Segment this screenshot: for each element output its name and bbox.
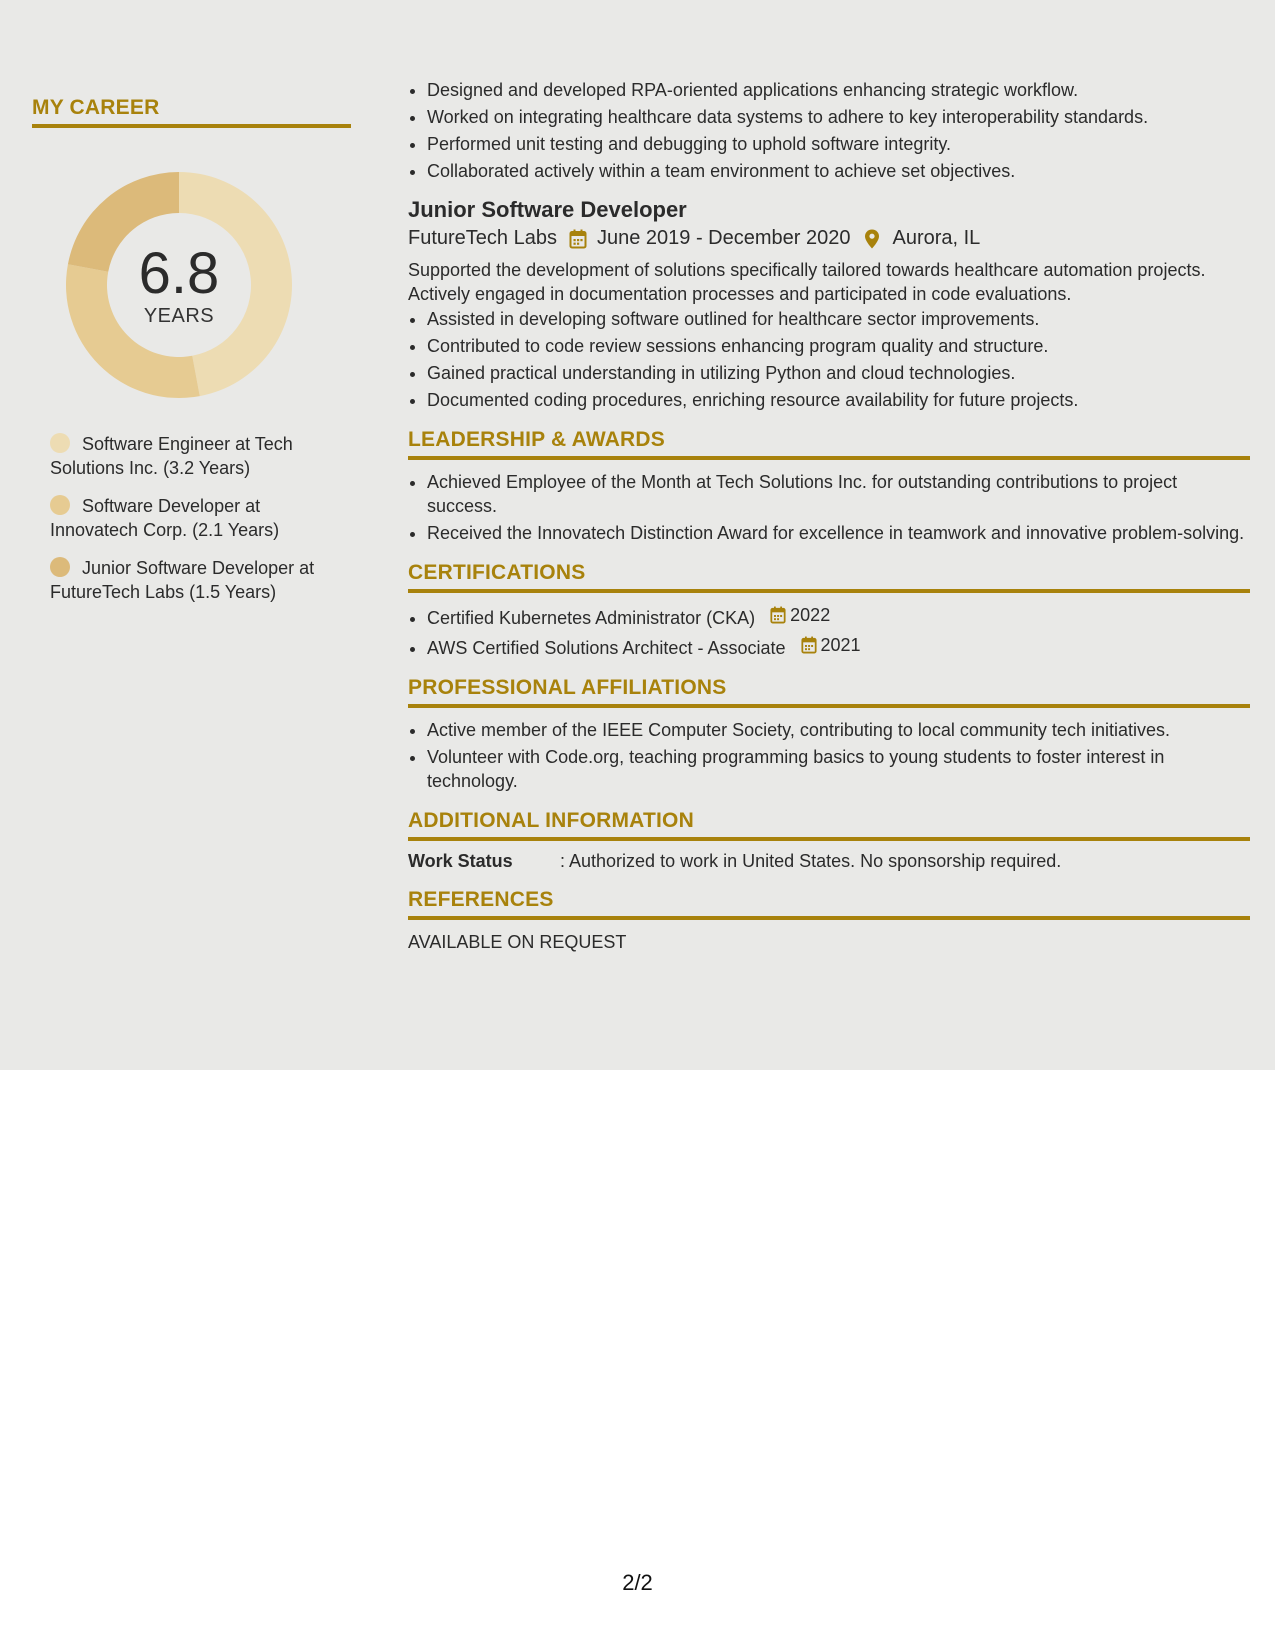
list-item: • Designed and developed RPA-oriented applications enhancing strategic workflow. bbox=[427, 78, 1250, 102]
affiliations-section-title: PROFESSIONAL AFFILIATIONS bbox=[408, 676, 1250, 708]
cert-year: 2022 bbox=[790, 605, 831, 625]
list-item: • Volunteer with Code.org, teaching programming basics to young students to foster interest in technology. bbox=[427, 745, 1250, 793]
list-item: • Collaborated actively within a team environment to achieve set objectives. bbox=[427, 159, 1250, 183]
job-description: Supported the development of solutions specifically tailored towards healthcare automation projects. Actively engaged in documentation processes and participated in code evaluations. bbox=[408, 260, 1206, 304]
cert-year: 2021 bbox=[820, 635, 861, 655]
page-number: 2/2 bbox=[622, 1570, 653, 1595]
calendar-icon bbox=[801, 636, 817, 654]
affiliations-list bbox=[408, 718, 1250, 793]
cert-date bbox=[770, 603, 830, 627]
career-section-title: MY CAREER bbox=[32, 96, 351, 128]
job-company: FutureTech Labs bbox=[408, 227, 557, 249]
list-item: • Assisted in developing software outlined for healthcare sector improvements. bbox=[427, 307, 1250, 331]
affiliations-section bbox=[408, 676, 1250, 708]
job-bullets bbox=[408, 307, 1250, 412]
legend-dot-icon bbox=[50, 557, 70, 577]
legend-item bbox=[50, 494, 340, 542]
main-content bbox=[408, 78, 1250, 953]
donut-center bbox=[66, 172, 292, 398]
certifications-section bbox=[408, 561, 1250, 593]
calendar-icon bbox=[569, 229, 587, 249]
work-status-row bbox=[408, 851, 1250, 872]
legend-item bbox=[50, 432, 340, 480]
job-title: Junior Software Developer bbox=[408, 197, 687, 222]
legend-label: Software Developer at Innovatech Corp. (2.1 Years) bbox=[50, 496, 280, 540]
job-dates: June 2019 - December 2020 bbox=[596, 227, 851, 249]
list-item: • Documented coding procedures, enriching resource availability for future projects. bbox=[427, 388, 1250, 412]
list-item: • Gained practical understanding in utilizing Python and cloud technologies. bbox=[427, 361, 1250, 385]
list-item: • Achieved Employee of the Month at Tech Solutions Inc. for outstanding contributions to project success. bbox=[427, 470, 1250, 518]
location-pin-icon bbox=[864, 229, 880, 249]
cert-name: AWS Certified Solutions Architect - Associate bbox=[427, 638, 786, 658]
leadership-section-title: LEADERSHIP & AWARDS bbox=[408, 428, 1250, 460]
work-status-label: Work Status bbox=[408, 851, 513, 871]
cert-name: Certified Kubernetes Administrator (CKA) bbox=[427, 608, 756, 628]
certifications-section-title: CERTIFICATIONS bbox=[408, 561, 1250, 593]
career-donut-chart bbox=[66, 172, 292, 398]
legend-dot-icon bbox=[50, 495, 70, 515]
previous-job-bullets bbox=[408, 78, 1250, 183]
legend-item bbox=[50, 556, 340, 604]
career-legend bbox=[50, 432, 340, 604]
leadership-list bbox=[408, 470, 1250, 545]
leadership-section bbox=[408, 428, 1250, 460]
total-years-value: 6.8 bbox=[138, 240, 220, 306]
calendar-icon bbox=[770, 606, 786, 624]
list-item: • Worked on integrating healthcare data systems to adhere to key interoperability standards. bbox=[427, 105, 1250, 129]
list-item: • Contributed to code review sessions enhancing program quality and structure. bbox=[427, 334, 1250, 358]
list-item: • Performed unit testing and debugging to uphold software integrity. bbox=[427, 132, 1250, 156]
career-sidebar bbox=[32, 96, 351, 618]
certifications-list bbox=[408, 603, 1250, 660]
references-section-title: REFERENCES bbox=[408, 888, 1250, 920]
references-section bbox=[408, 888, 1250, 920]
cert-date bbox=[801, 633, 861, 657]
legend-label: Software Engineer at Tech Solutions Inc. (3.2 Years) bbox=[50, 434, 293, 478]
list-item: • Received the Innovatech Distinction Award for excellence in teamwork and innovative problem-solving. bbox=[427, 521, 1250, 545]
legend-label: Junior Software Developer at FutureTech Labs (1.5 Years) bbox=[50, 558, 315, 602]
list-item bbox=[427, 603, 1250, 630]
work-status-value: : Authorized to work in United States. No sponsorship required. bbox=[560, 851, 1062, 871]
references-text: AVAILABLE ON REQUEST bbox=[408, 932, 627, 952]
list-item bbox=[427, 633, 1250, 660]
additional-info-section-title: ADDITIONAL INFORMATION bbox=[408, 809, 1250, 841]
legend-dot-icon bbox=[50, 433, 70, 453]
job-location: Aurora, IL bbox=[892, 227, 981, 249]
total-years-unit: YEARS bbox=[143, 304, 215, 327]
job-meta bbox=[408, 227, 1250, 250]
additional-info-section bbox=[408, 809, 1250, 841]
list-item: • Active member of the IEEE Computer Society, contributing to local community tech initiatives. bbox=[427, 718, 1250, 742]
